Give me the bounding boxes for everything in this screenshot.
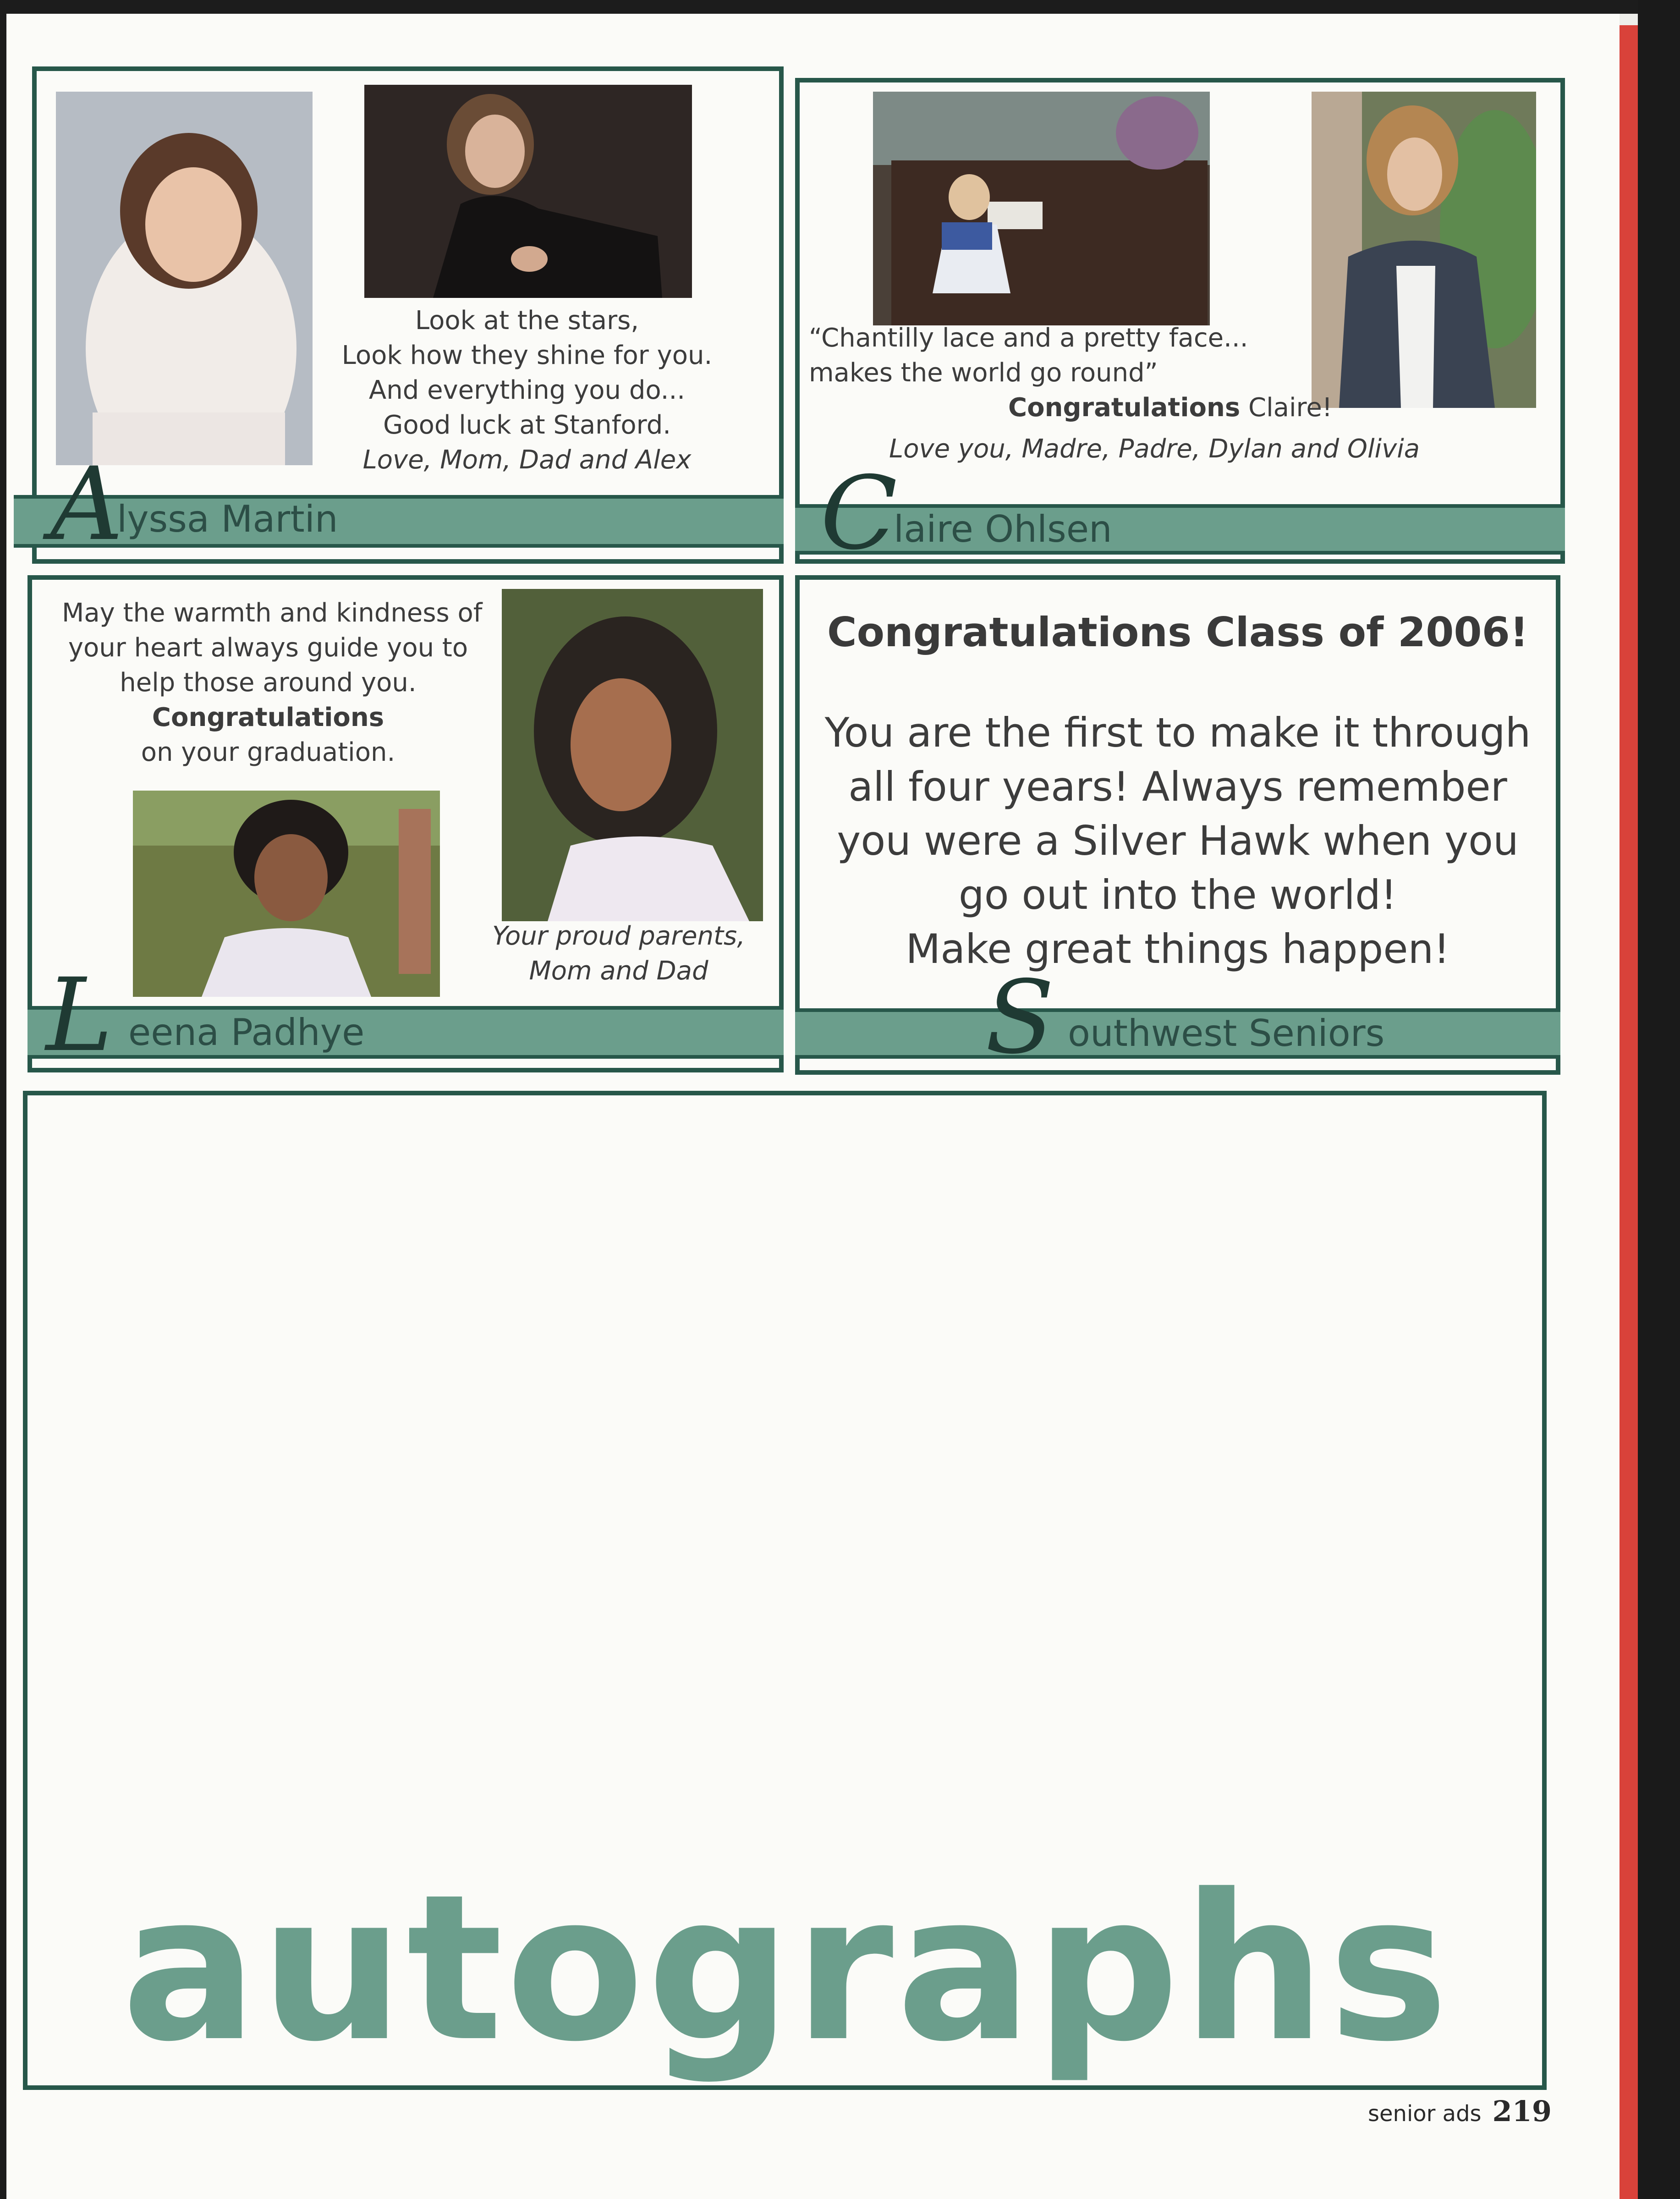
student-name: lyssa Martin [117, 498, 338, 540]
ad-message: May the warmth and kindness of your heart always guide you to help those around you. Congratulations on your graduation. [62, 598, 483, 767]
name-initial: A [50, 445, 123, 563]
student-name: eena Padhye [128, 1011, 365, 1054]
student-name: laire Ohlsen [894, 508, 1112, 550]
senior-photo-claire [1312, 92, 1536, 408]
student-name: outhwest Seniors [1068, 1012, 1385, 1055]
ad-message: You are the first to make it through all four years! Always remember you were a Silver Hawk when you go out into the world! Make great things happen! [824, 709, 1531, 973]
page-footer [1368, 2095, 1552, 2128]
ad-signature: Your proud parents, Mom and Dad [492, 921, 746, 986]
child-photo-leena [133, 791, 440, 997]
senior-photo-leena [502, 589, 763, 921]
ad-message: Look at the stars, Look how they shine for you. And everything you do... Good luck at Stanford. Love, Mom, Dad and Alex [341, 306, 713, 475]
ad-quote: “Chantilly lace and a pretty face... makes the world go round” [809, 323, 1248, 388]
ad-signature: Love you, Madre, Padre, Dylan and Olivia [889, 434, 1420, 464]
name-initial: S [985, 959, 1054, 1076]
page-number: 219 [1492, 2095, 1552, 2128]
scan-edge-left [0, 0, 6, 2199]
senior-photo-alyssa [364, 85, 692, 298]
section-label: senior ads [1368, 2101, 1482, 2127]
baby-photo-claire [873, 92, 1210, 325]
baby-photo-alyssa [56, 92, 313, 465]
name-initial: L [46, 957, 113, 1074]
page-edge-red-stripe [1620, 25, 1638, 2199]
autographs-title: autographs [121, 1851, 1451, 2086]
name-initial: C [820, 455, 898, 572]
ad-headline: Congratulations Class of 2006! [827, 609, 1529, 656]
scan-edge-right [1638, 0, 1680, 2199]
scan-edge-top [0, 0, 1680, 14]
ad-congrats: Congratulations Claire! [1008, 393, 1333, 423]
